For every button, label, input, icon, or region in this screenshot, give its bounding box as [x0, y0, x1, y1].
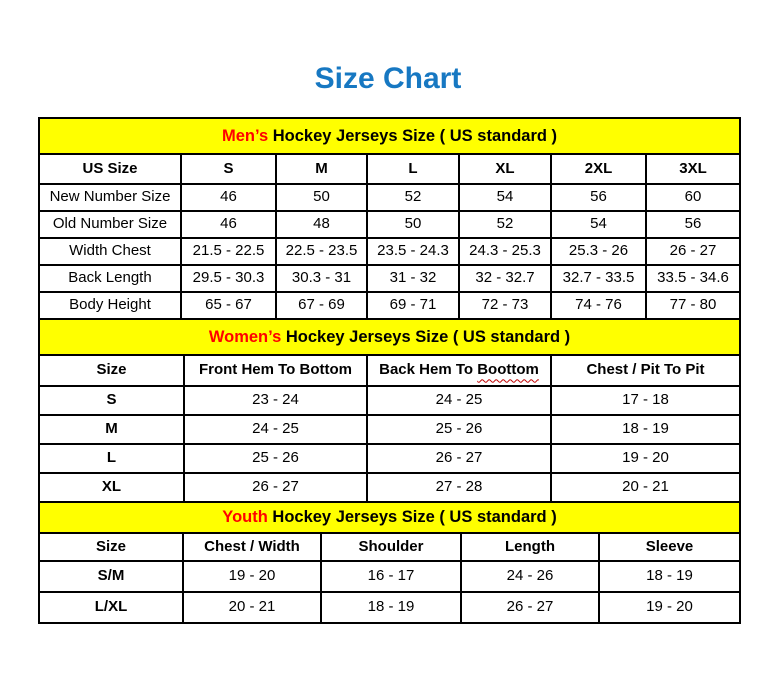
size-value-cell: 65 - 67 [181, 292, 276, 319]
womens-banner-text: Hockey Jerseys Size ( US standard ) [285, 327, 571, 346]
size-value-cell: 21.5 - 22.5 [181, 238, 276, 265]
size-value-cell: 26 - 27 [367, 444, 551, 473]
table-row-womens-l [39, 444, 740, 473]
mens-banner-row [39, 118, 740, 154]
row-header: L/XL [39, 592, 183, 623]
size-value-cell: 32 - 32.7 [459, 265, 551, 292]
size-value-cell: 24 - 26 [461, 561, 599, 592]
table-row-youth-lxl [39, 592, 740, 623]
size-value-cell: 18 - 19 [551, 415, 740, 444]
table-row-womens-xl [39, 473, 740, 502]
table-row-womens-s [39, 386, 740, 415]
size-value-cell: 32.7 - 33.5 [551, 265, 646, 292]
column-header-size: Size [39, 533, 183, 561]
size-value-cell: 52 [459, 211, 551, 238]
size-value-cell: 77 - 80 [646, 292, 740, 319]
mens-header-row [39, 154, 740, 184]
mens-banner-highlight: Men’s [221, 126, 269, 145]
size-value-cell: 16 - 17 [321, 561, 461, 592]
mens-size-table [38, 117, 741, 320]
size-value-cell: 52 [367, 184, 459, 211]
column-header-length: Length [461, 533, 599, 561]
column-header-back-hem [367, 355, 551, 386]
size-value-cell: 23.5 - 24.3 [367, 238, 459, 265]
size-value-cell: 25 - 26 [367, 415, 551, 444]
table-row-body-height [39, 292, 740, 319]
row-header: New Number Size [39, 184, 181, 211]
misspelled-word: Boottom [477, 361, 539, 379]
column-header-2xl: 2XL [551, 154, 646, 184]
column-header-xl: XL [459, 154, 551, 184]
row-header: S [39, 386, 184, 415]
size-value-cell: 74 - 76 [551, 292, 646, 319]
size-value-cell: 19 - 20 [599, 592, 740, 623]
size-value-cell: 22.5 - 23.5 [276, 238, 367, 265]
column-header-3xl: 3XL [646, 154, 740, 184]
size-value-cell: 25 - 26 [184, 444, 367, 473]
size-value-cell: 17 - 18 [551, 386, 740, 415]
size-value-cell: 50 [367, 211, 459, 238]
size-value-cell: 26 - 27 [461, 592, 599, 623]
youth-banner-highlight: Youth [222, 508, 268, 527]
size-value-cell: 20 - 21 [183, 592, 321, 623]
size-value-cell: 24 - 25 [367, 386, 551, 415]
size-value-cell: 56 [551, 184, 646, 211]
size-value-cell: 46 [181, 184, 276, 211]
row-header: Old Number Size [39, 211, 181, 238]
row-header: S/M [39, 561, 183, 592]
size-value-cell: 60 [646, 184, 740, 211]
column-header-m: M [276, 154, 367, 184]
size-value-cell: 48 [276, 211, 367, 238]
row-header: M [39, 415, 184, 444]
size-value-cell: 33.5 - 34.6 [646, 265, 740, 292]
size-value-cell: 30.3 - 31 [276, 265, 367, 292]
page-title: Size Chart [314, 62, 462, 95]
column-header-front-hem: Front Hem To Bottom [184, 355, 367, 386]
youth-banner-text: Hockey Jerseys Size ( US standard ) [272, 508, 557, 527]
row-header: L [39, 444, 184, 473]
size-value-cell: 46 [181, 211, 276, 238]
size-value-cell: 19 - 20 [183, 561, 321, 592]
size-chart-tables [38, 117, 739, 624]
column-header-back-hem-text: Back Hem To [379, 361, 474, 379]
size-value-cell: 18 - 19 [321, 592, 461, 623]
size-value-cell: 29.5 - 30.3 [181, 265, 276, 292]
column-header-l: L [367, 154, 459, 184]
row-header: Width Chest [39, 238, 181, 265]
size-value-cell: 72 - 73 [459, 292, 551, 319]
column-header-chest-pit: Chest / Pit To Pit [551, 355, 740, 386]
womens-size-table [38, 318, 741, 503]
row-header: Back Length [39, 265, 181, 292]
womens-header-row [39, 355, 740, 386]
size-value-cell: 50 [276, 184, 367, 211]
womens-banner-highlight: Women’s [208, 327, 282, 346]
size-value-cell: 20 - 21 [551, 473, 740, 502]
size-value-cell: 27 - 28 [367, 473, 551, 502]
size-value-cell: 24 - 25 [184, 415, 367, 444]
column-header-sleeve: Sleeve [599, 533, 740, 561]
row-header: Body Height [39, 292, 181, 319]
youth-banner-row [39, 502, 740, 533]
size-value-cell: 69 - 71 [367, 292, 459, 319]
size-value-cell: 56 [646, 211, 740, 238]
column-header-shoulder: Shoulder [321, 533, 461, 561]
womens-banner-row [39, 319, 740, 355]
mens-section-banner [39, 118, 740, 154]
womens-section-banner [39, 319, 740, 355]
youth-header-row [39, 533, 740, 561]
youth-section-banner [39, 502, 740, 533]
table-row-old-number-size [39, 211, 740, 238]
row-header: XL [39, 473, 184, 502]
size-value-cell: 18 - 19 [599, 561, 740, 592]
size-value-cell: 54 [551, 211, 646, 238]
table-row-back-length [39, 265, 740, 292]
table-row-womens-m [39, 415, 740, 444]
size-value-cell: 26 - 27 [184, 473, 367, 502]
mens-banner-text: Hockey Jerseys Size ( US standard ) [272, 126, 558, 145]
table-row-youth-sm [39, 561, 740, 592]
size-value-cell: 23 - 24 [184, 386, 367, 415]
column-header-size: Size [39, 355, 184, 386]
size-value-cell: 31 - 32 [367, 265, 459, 292]
size-value-cell: 26 - 27 [646, 238, 740, 265]
column-header-us-size: US Size [39, 154, 181, 184]
size-value-cell: 25.3 - 26 [551, 238, 646, 265]
size-value-cell: 67 - 69 [276, 292, 367, 319]
size-value-cell: 19 - 20 [551, 444, 740, 473]
table-row-new-number-size [39, 184, 740, 211]
table-row-width-chest [39, 238, 740, 265]
size-value-cell: 24.3 - 25.3 [459, 238, 551, 265]
youth-size-table [38, 501, 741, 624]
size-value-cell: 54 [459, 184, 551, 211]
column-header-chest-width: Chest / Width [183, 533, 321, 561]
column-header-s: S [181, 154, 276, 184]
